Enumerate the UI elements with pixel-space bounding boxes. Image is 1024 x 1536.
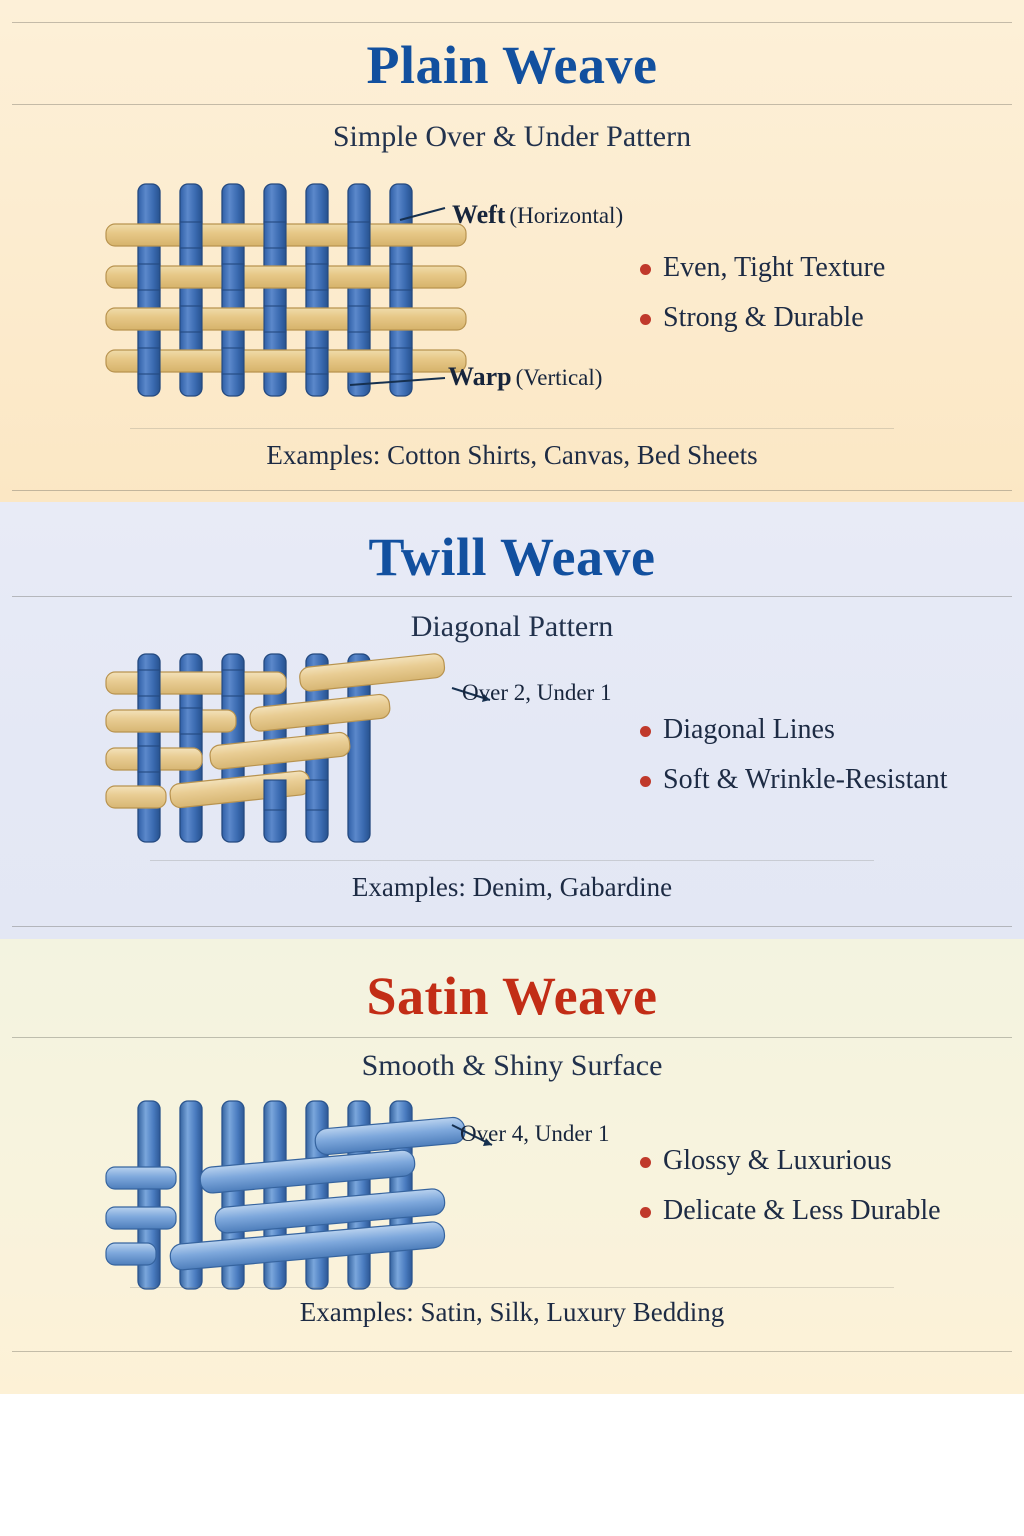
subtitle-plain: Simple Over & Under Pattern	[332, 120, 692, 153]
list-item	[640, 764, 1020, 796]
examples-plain: Examples: Cotton Shirts, Canvas, Bed Sheets	[266, 440, 758, 470]
callout-weft-sub: (Horizontal)	[509, 203, 624, 228]
bullet-dot-icon	[640, 1207, 651, 1218]
bullet-dot-icon	[640, 1157, 651, 1168]
list-item-label: Delicate & Less Durable	[663, 1195, 941, 1227]
page-title-twill: Twill Weave	[368, 527, 656, 587]
callout-warp-sub: (Vertical)	[515, 365, 603, 390]
bullet-dot-icon	[640, 776, 651, 787]
divider-bottom	[12, 1351, 1012, 1352]
examples-twill: Examples: Denim, Gabardine	[351, 872, 673, 902]
bullet-list-plain	[640, 252, 1000, 352]
examples-satin: Examples: Satin, Silk, Luxury Bedding	[299, 1297, 725, 1327]
list-item-label: Diagonal Lines	[663, 714, 835, 745]
list-item	[640, 714, 1020, 746]
satin-weave-diagram	[100, 1097, 500, 1297]
divider-under-title	[12, 104, 1012, 105]
callout-twill-ratio	[462, 680, 611, 706]
bullet-dot-icon	[640, 726, 651, 737]
divider-bottom	[12, 926, 1012, 927]
divider-top	[12, 22, 1012, 23]
page-title-plain: Plain Weave	[366, 35, 658, 95]
divider-above-examples	[130, 1287, 894, 1288]
section-plain-weave	[0, 0, 1024, 502]
list-item	[640, 1145, 1020, 1177]
list-item-label: Glossy & Luxurious	[663, 1145, 892, 1176]
list-item	[640, 1195, 1020, 1227]
satin-weave-svg	[100, 1097, 500, 1297]
bullet-list-twill	[640, 714, 1020, 814]
twill-weave-diagram	[100, 650, 500, 850]
divider-above-examples	[150, 860, 874, 861]
list-item	[640, 252, 1000, 284]
subtitle-satin: Smooth & Shiny Surface	[361, 1049, 663, 1082]
divider-above-examples	[130, 428, 894, 429]
bullet-list-satin	[640, 1145, 1020, 1245]
list-item-label: Even, Tight Texture	[663, 252, 886, 283]
callout-warp-label: Warp	[448, 362, 512, 391]
plain-weave-svg	[100, 180, 490, 405]
subtitle-twill: Diagonal Pattern	[410, 610, 614, 643]
bullet-dot-icon	[640, 314, 651, 325]
divider-under-title	[12, 1037, 1012, 1038]
callout-weft-label: Weft	[452, 200, 506, 229]
plain-weave-diagram	[100, 180, 490, 405]
list-item-label: Strong & Durable	[663, 302, 864, 334]
blank-footer-area	[0, 1394, 1024, 1536]
twill-weave-svg	[100, 650, 500, 850]
callout-satin-ratio	[460, 1121, 609, 1147]
list-item	[640, 302, 1000, 334]
bullet-dot-icon	[640, 264, 651, 275]
callout-warp	[448, 362, 602, 392]
callout-satin-label: Over 4, Under 1	[460, 1121, 610, 1146]
divider-bottom	[12, 490, 1012, 491]
callout-weft	[452, 200, 623, 230]
section-twill-weave	[0, 502, 1024, 939]
divider-under-title	[12, 596, 1012, 597]
page-title-satin: Satin Weave	[366, 966, 658, 1026]
list-item-label: Soft & Wrinkle-Resistant	[663, 764, 948, 796]
section-satin-weave	[0, 939, 1024, 1394]
callout-twill-label: Over 2, Under 1	[462, 680, 612, 705]
